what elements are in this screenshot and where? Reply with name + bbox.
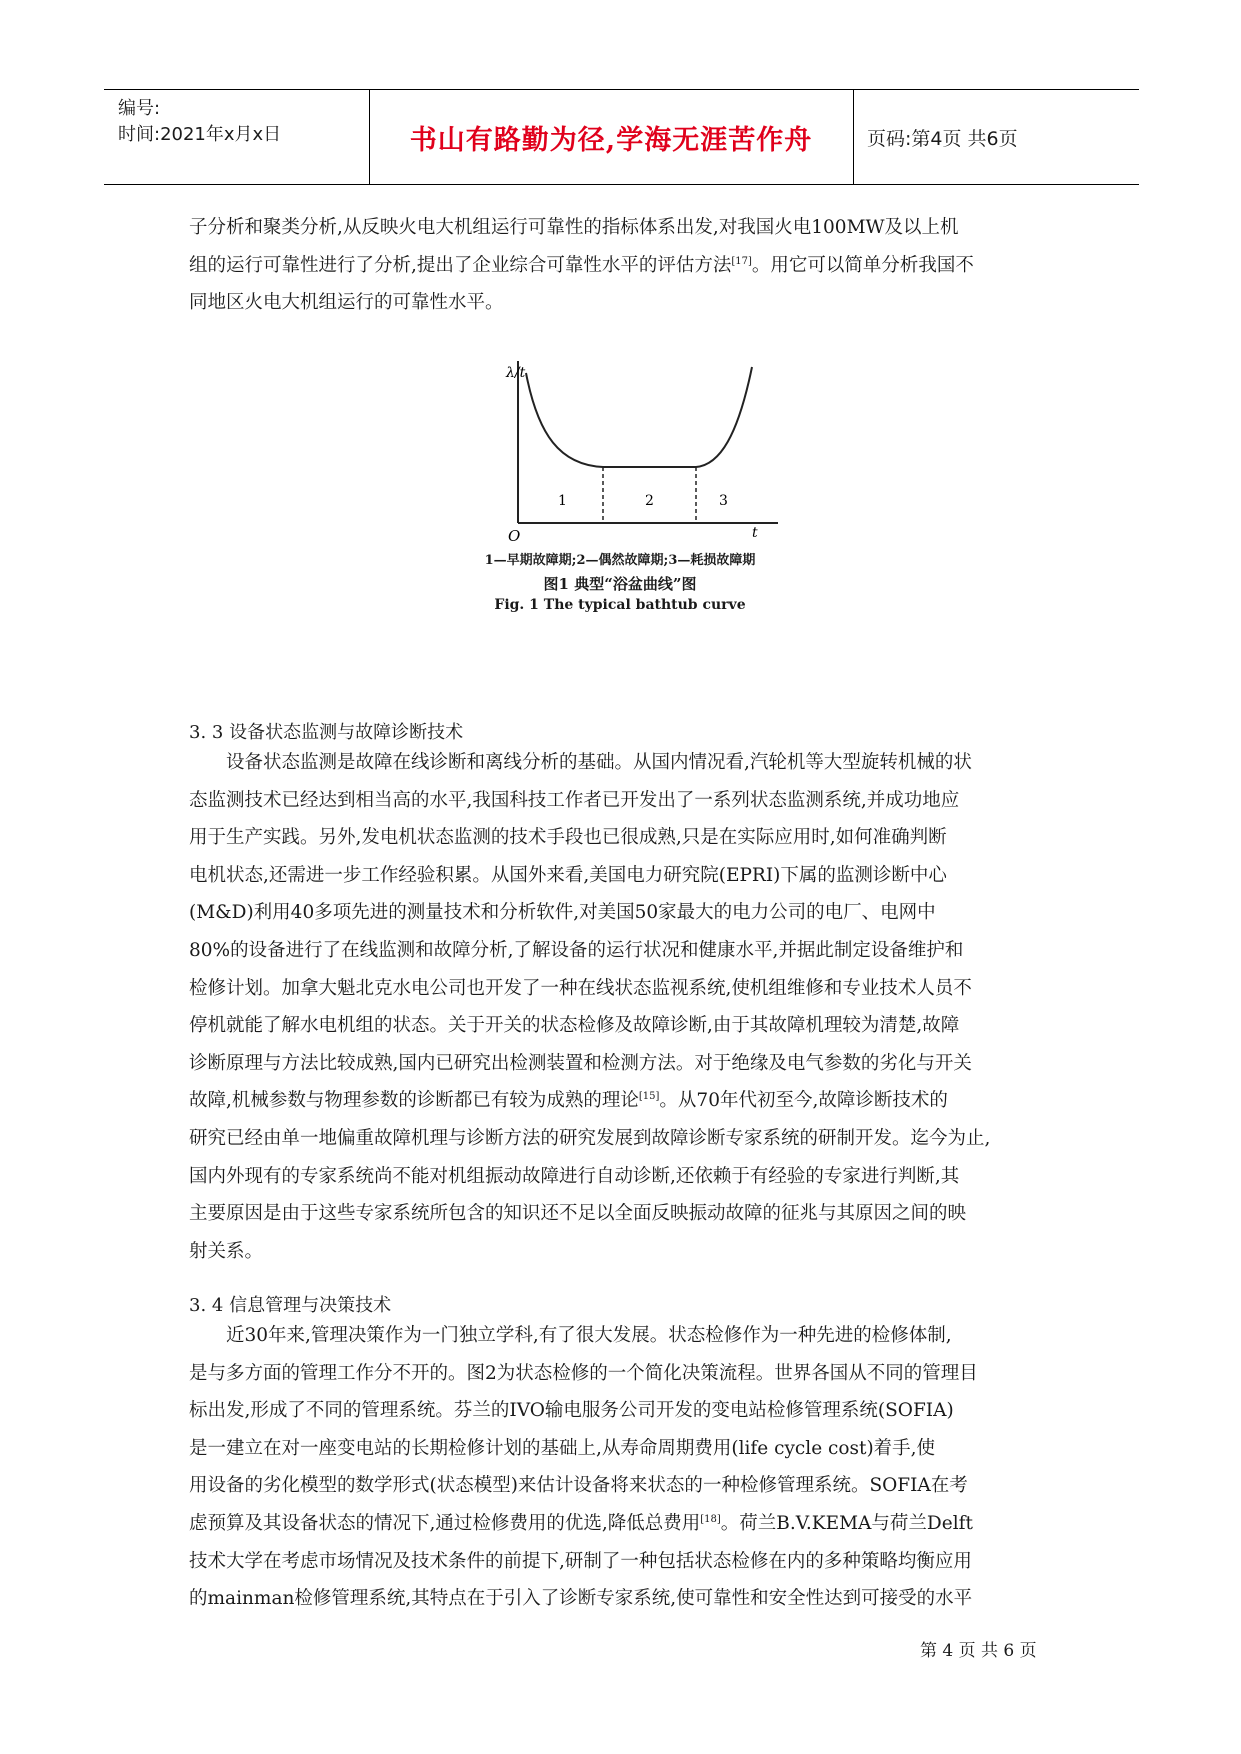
figure-caption-cn: 图1 典型“浴盆曲线”图 [543,575,697,593]
section-3-3-text-a: 设备状态监测是故障在线诊断和离线分析的基础。从国内情况看,汽轮机等大型旋转机械的状 态监测技术已经达到相当高的水平,我国科技工作者已开发出了一系列状态监测系统,并成功地应 用于生产实践。另外,发电机状态监测的技术手段也已很成熟,只是在实际应用时,如何准确判断 电机状态,还需进一步工作经验积累。从国外来看,美国电力研究院(EPRI)下属的监测诊断中心 (M&D)利用40多项先进的测量技术和分析软件,对美国50家最大的电力公司的电厂、电网中 80%的设备进行了在线监测和故障分析,了解设备的运行状况和健康水平,并据此制定设备维护和 检修计划。加拿大魁北克水电公司也开发了一种在线状态监视系统,使机组维修和专业技术人员不 停机就能了解水电机组的状态。关于开关的状态检修及故障诊断,由于其故障机理较为清楚,故障 诊断原理与方法比较成熟,国内已研究出检测装置和检测方法。对于绝缘及电气参数的劣化与开关 故障,机械参数与物理参数的诊断都已有较为成熟的理论 [189,752,972,1112]
x-axis-label: t [752,525,758,541]
header-page-info: 页码:第4页 共6页 [867,128,1018,150]
region-label-1: 1 [558,493,567,509]
y-axis-label: λ/t [506,365,526,381]
section-3-4-heading: 3. 4 信息管理与决策技术 [189,1295,392,1316]
section-3-4-text-a: 近30年来,管理决策作为一门独立学科,有了很大发展。状态检修作为一种先进的检修体制, 是与多方面的管理工作分不开的。图2为状态检修的一个简化决策流程。世界各国从不同的管理目 标出发,形成了不同的管理系统。芬兰的IVO输电服务公司开发的变电站检修管理系统(SOFIA) 是一建立在对一座变电站的长期检修计划的基础上,从寿命周期费用(life cycle cost)着手,使 用设备的劣化模型的数学形式(状态模型)来估计设备将来状态的一种检修管理系统。SOFIA在考 虑预算及其设备状态的情况下,通过检修费用的优选,降低总费用 [189,1325,978,1534]
citation-17: [17] [731,255,752,267]
header-meta-cell [104,90,370,184]
header-page-cell [853,90,1139,184]
figure-legend: 1—早期故障期;2—偶然故障期;3—耗损故障期 [484,553,756,568]
citation-18: [18] [700,1513,721,1525]
section-3-3-text-b: 。从70年代初至今,故障诊断技术的 研究已经由单一地偏重故障机理与诊断方法的研究发展到故障诊断专家系统的研制开发。迄今为止, 国内外现有的专家系统尚不能对机组振动故障进行自动诊断,还依赖于有经验的专家进行判断,其 主要原因是由于这些专家系统所包含的知识还不足以全面反映振动故障的征兆与其原因之间的映 射关系。 [189,1090,991,1262]
document-time-label: 时间:2021年x月x日 [118,124,282,145]
region-label-2: 2 [645,493,654,509]
section-3-4-text-b: 。荷兰B.V.KEMA与荷兰Delft 技术大学在考虑市场情况及技术条件的前提下,研制了一种包括状态检修在内的多种策略均衡应用 的mainman检修管理系统,其特点在于引入了诊断专家系统,使可靠性和安全性达到可接受的水平 [189,1512,973,1610]
citation-15: [15] [638,1091,660,1103]
bathtub-curve-plot [440,355,800,545]
intro-paragraph [189,209,1051,322]
section-3-4-body [189,1317,1051,1618]
bathtub-curve-figure [440,355,800,635]
section-3-3-heading: 3. 3 设备状态监测与故障诊断技术 [189,722,464,743]
bathtub-curve-line [526,367,752,467]
region-label-3: 3 [719,493,728,509]
page-header [104,89,1139,185]
intro-text-tail: 。用它可以简单分析我国不 同地区火电大机组运行的可靠性水平。 [189,254,974,314]
intro-text: 子分析和聚类分析,从反映火电大机组运行可靠性的指标体系出发,对我国火电100MW及以上机 组的运行可靠性进行了分析,提出了企业综合可靠性水平的评估方法 [189,217,959,276]
section-3-3-body [189,744,1051,1270]
figure-caption-en: Fig. 1 The typical bathtub curve [494,597,746,613]
origin-label: O [508,527,521,545]
header-motto-cell [369,90,854,184]
page-footer: 第 4 页 共 6 页 [920,1641,1037,1661]
document-number-label: 编号: [118,98,161,119]
header-motto: 书山有路勤为径,学海无涯苦作舟 [409,125,813,156]
